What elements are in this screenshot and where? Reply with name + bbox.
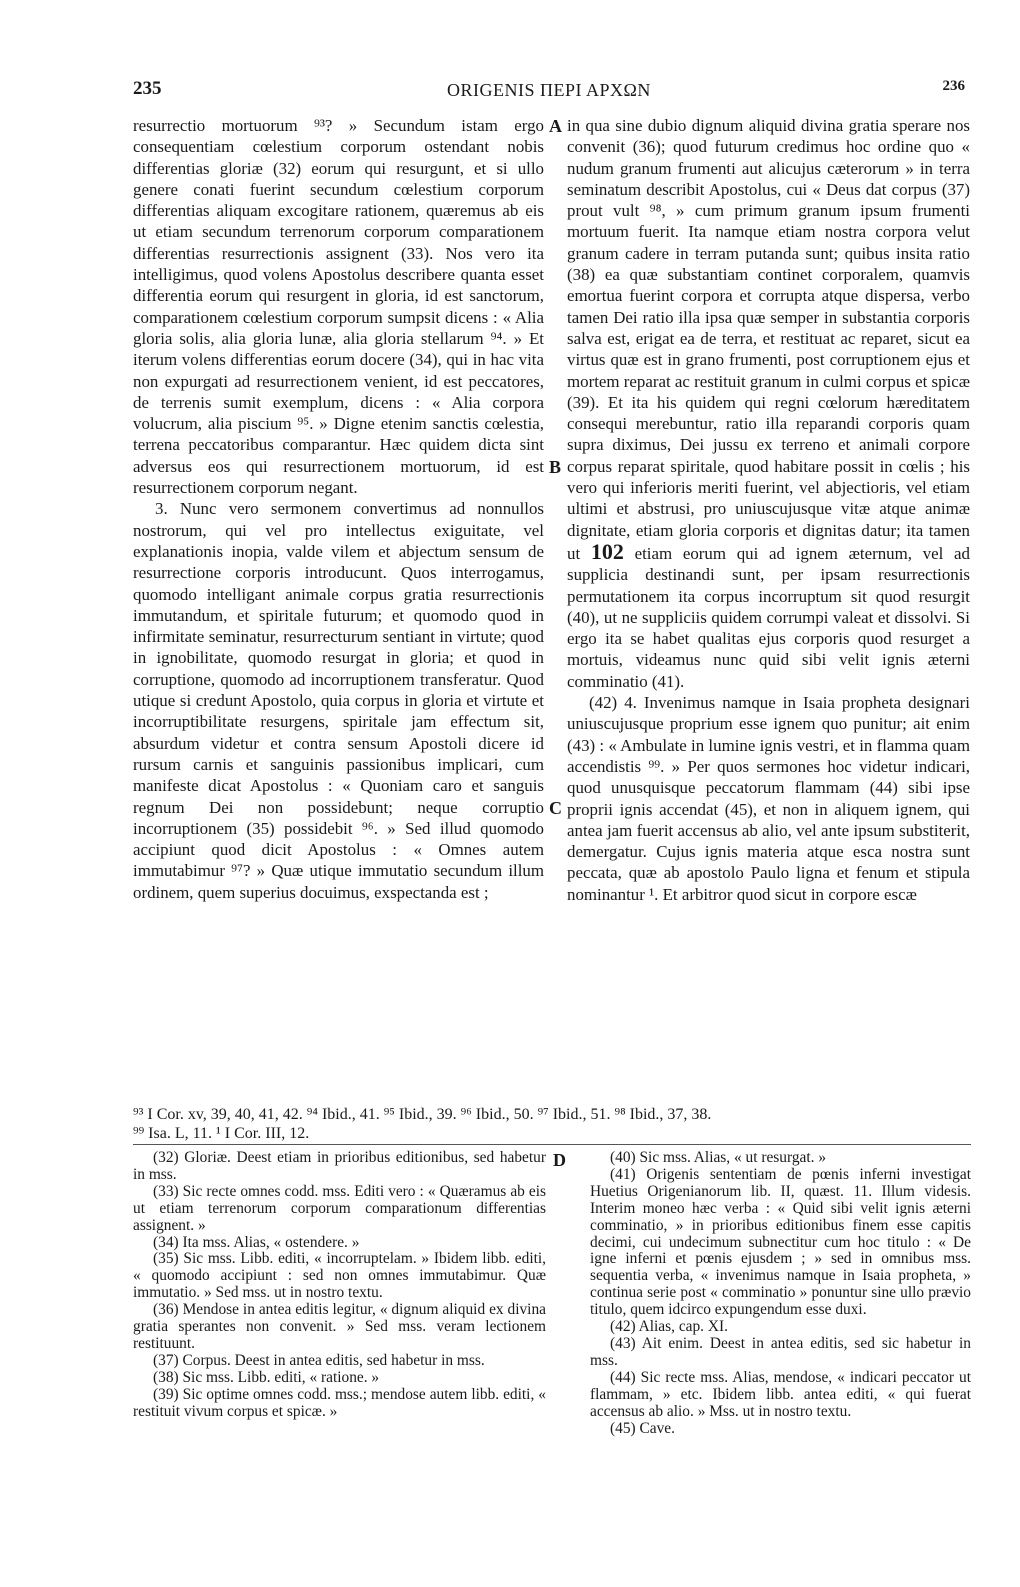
running-title: ORIGENIS ΠΕΡΙ ΑΡΧΩΝ bbox=[447, 80, 651, 100]
note-32: (32) Gloriæ. Deest etiam in prioribus editionibus, sed habetur in mss. bbox=[133, 1149, 546, 1183]
note-42: (42) Alias, cap. XI. bbox=[610, 1318, 728, 1336]
running-header bbox=[133, 78, 965, 104]
notes-left-column bbox=[133, 1150, 546, 1421]
page-number-left: 235 bbox=[133, 78, 162, 99]
note-40: (40) Sic mss. Alias, « ut resurgat. » bbox=[610, 1149, 827, 1166]
notes-right-column bbox=[590, 1150, 971, 1437]
right-column bbox=[567, 115, 970, 905]
left-paragraph-1: resurrectio mortuorum ⁹³? » Secundum istam ergo consequentiam cœlestium corporum ostendant nobis differentias gloriæ (32) eorum qui resurgunt, et si ullo genere conati fuerint secundum cœlestium corporum differentias aliquam excogitare rationem, quæremus ab eis ut etiam secundum terrenorum corporum comparationem differentias resurrectionis assignent (33). Nos vero ita intelligimus, quod volens Apostolus describere quanta esset differentia eorum qui resurgent in gloria, id est sanctorum, comparationem cœlestium corporum sumpsit dicens : « Alia gloria solis, alia gloria lunæ, alia gloria stellarum ⁹⁴. » Et iterum volens differentias eorum docere (34), qui in hac vita non expurgati ad resurrectionem venient, id est peccatores, de terrenis sumit exemplum, dicens : « Alia corpora volucrum, alia piscium ⁹⁵. » Digne etenim sanctis cœlestia, terrena peccatoribus comparantur. Hæc quidem dicta sint adversus eos qui resurrectionem mortuorum, id est resurrectionem corporum negant. bbox=[133, 116, 544, 498]
right-paragraph-1a: in qua sine dubio dignum aliquid divina gratia sperare nos convenit (36); quod futurum credimus hoc ordine quo « nudum granum frumenti aut alicujus cæterorum » in terra seminatum describit Apostolus, cui « Deus dat corpus (37) prout vult ⁹⁸, » cum primum granum ipsum frumenti mortuum fuerit. Ita namque etiam nostra corpora velut granum cadere in terram putanda sunt; quibus insita ratio (38) ea quæ substantiam continet corporalem, quamvis emortua fuerint corpora et corrupta atque dispersa, verbo tamen Dei ratio illa ipsa quæ semper in substantia corporis salva est, erigat ea de terra, et restituat ac reparet, sicut ea virtus quæ est in grano frumenti, post corruptionem ejus et mortem reparat ac restituit granum in culmi corpus et spicæ (39). Et ita his quidem qui regni cœlorum hæreditatem consequi merebuntur, ratio illa reparandi corporis quam supra diximus, Dei jussu ex terreno et animali corpore corpus reparat spiritale, quod habitare possit in cœlis ; his vero qui inferioris meriti fuerint, vel abjectioris, vel etiam ultimi et abstrusi, pro uniuscujusque vitæ atque animæ dignitate, etiam gloria corporis et dignitas datur; ita tamen ut bbox=[567, 116, 970, 563]
scripture-references bbox=[133, 1105, 973, 1143]
note-35: (35) Sic mss. Libb. editi, « incorruptelam. » Ibidem libb. editi, « quomodo accipiunt : sed non omnes immutabimur. Quæ immutatio. » Sed mss. ut in nostro textu. bbox=[133, 1250, 546, 1302]
margin-letter-d: D bbox=[553, 1150, 566, 1170]
left-column bbox=[133, 115, 544, 903]
note-37: (37) Corpus. Deest in antea editis, sed habetur in mss. bbox=[153, 1351, 485, 1369]
margin-letter-b: B bbox=[549, 457, 562, 477]
column-number: 102 bbox=[590, 538, 624, 564]
left-paragraph-2: 3. Nunc vero sermonem convertimus ad nonnullos nostrorum, qui vel pro intellectus exiguitate, vel explanationis inopia, valde vilem et abjectum sensum de resurrectione corporis introducunt. Quos interrogamus, quomodo intelligant animale corpus gratia resurrectionis immutandum, et spiritale futurum; et quomodo quod in infirmitate seminatur, resurrecturum sentiant in virtute; quod in ignobilitate, quomodo resurgat in gloria; et quod in corruptione, quomodo ad incorruptionem transferatur. Quod utique si credunt Apostolo, quia corpus in gloria et virtute et incorruptibilitate resurgens, spiritale jam effectum sit, absurdum videtur et contra sensum Apostoli dicere id rursum carnis et sanguinis passionibus implicari, cum manifeste dicat Apostolus : « Quoniam caro et sanguis regnum Dei non possidebunt; neque corruptio incorruptionem (35) possidebit ⁹⁶. » Sed illud quomodo accipiunt quod dicit Apostolus : « Omnes autem immutabimur ⁹⁷? » Quæ utique immutatio secundum illum ordinem, quem superius docuimus, exspectanda est ; bbox=[133, 499, 544, 902]
note-36: (36) Mendose in antea editis legitur, « dignum aliquid ex divina gratia sperantes non convenit. » Sed mss. veram lectionem restituunt. bbox=[133, 1301, 546, 1352]
footnote-divider bbox=[133, 1144, 971, 1145]
margin-letter-c: C bbox=[549, 798, 562, 818]
note-41: (41) Origenis sententiam de pœnis inferni investigat Huetius Origenianorum lib. II, quæst. 11. Illum videsis. Interim moneo hæc verba : « Quid sibi velit ignis æterni comminatio, » in prioribus editionibus finem esse capitis decimi, cui undecimum subnectitur cum hoc titulo : « De igne inferni et pœnis ejusdem ; » sed in omnibus mss. sequentia verba, « invenimus namque in Isaia propheta, » continua serie post « comminatio » ponuntur sine ullo prævio titulo, quem idcirco expungendum esse duxi. bbox=[590, 1165, 971, 1319]
right-paragraph-1 bbox=[567, 115, 970, 692]
scripture-references-line-2: ⁹⁹ Isa. L, 11. ¹ I Cor. III, 12. bbox=[133, 1125, 310, 1142]
right-paragraph-1b: etiam eorum qui ad ignem æternum, vel ad supplicia destinandi sunt, per ipsam resurrectionis permutationem ita corpus incorruptum sit quod resurgit (40), ut ne suppliciis quidem corrumpi valeat et dissolvi. Si ergo ita se habet qualitas ejus corporis quod resurget a mortuis, videamus nunc quid sibi velit ignis æterni comminatio (41). bbox=[567, 543, 970, 691]
note-38: (38) Sic mss. Libb. editi, « ratione. » bbox=[153, 1368, 380, 1386]
right-paragraph-2: (42) 4. Invenimus namque in Isaia propheta designari uniuscujusque proprium esse ignem quo punitur; ait enim (43) : « Ambulate in lumine ignis vestri, et in flamma quam accendistis ⁹⁹. » Per quos sermones hoc videtur indicari, quod unusquisque peccatorum flammam (44) sibi ipse proprii ignis accendat (45), et non in aliquem ignem, qui antea jam fuerit accensus ab alio, vel ante ipsum substiterit, demergatur. Cujus ignis materia atque esca nostra sunt peccata, quæ ab apostolo Paulo ligna et fenum et stipula nominantur ¹. Et arbitror quod sicut in corpore escæ bbox=[567, 693, 970, 904]
note-43: (43) Ait enim. Deest in antea editis, sed sic habetur in mss. bbox=[590, 1334, 971, 1369]
note-39: (39) Sic optime omnes codd. mss.; mendose autem libb. editi, « restituit vivum corpus et spicæ. » bbox=[133, 1385, 546, 1420]
page-number-right: 236 bbox=[942, 78, 965, 94]
note-45: (45) Cave. bbox=[610, 1419, 675, 1437]
scripture-references-line-1: ⁹³ I Cor. xv, 39, 40, 41, 42. ⁹⁴ Ibid., 41. ⁹⁵ Ibid., 39. ⁹⁶ Ibid., 50. ⁹⁷ Ibid., 51. ⁹⁸ Ibid., 37, 38. bbox=[133, 1106, 712, 1123]
note-33: (33) Sic recte omnes codd. mss. Editi vero : « Quæramus ab eis ut etiam terrenorum corporum comparationum differentias assignent. » bbox=[133, 1182, 546, 1234]
note-34: (34) Ita mss. Alias, « ostendere. » bbox=[153, 1233, 360, 1251]
margin-letter-a: A bbox=[549, 116, 562, 136]
note-44: (44) Sic recte mss. Alias, mendose, « indicari peccator ut flammam, » etc. Ibidem libb. antea editi, « qui fuerat accensus ab alio. » Mss. ut in nostro textu. bbox=[590, 1368, 971, 1420]
